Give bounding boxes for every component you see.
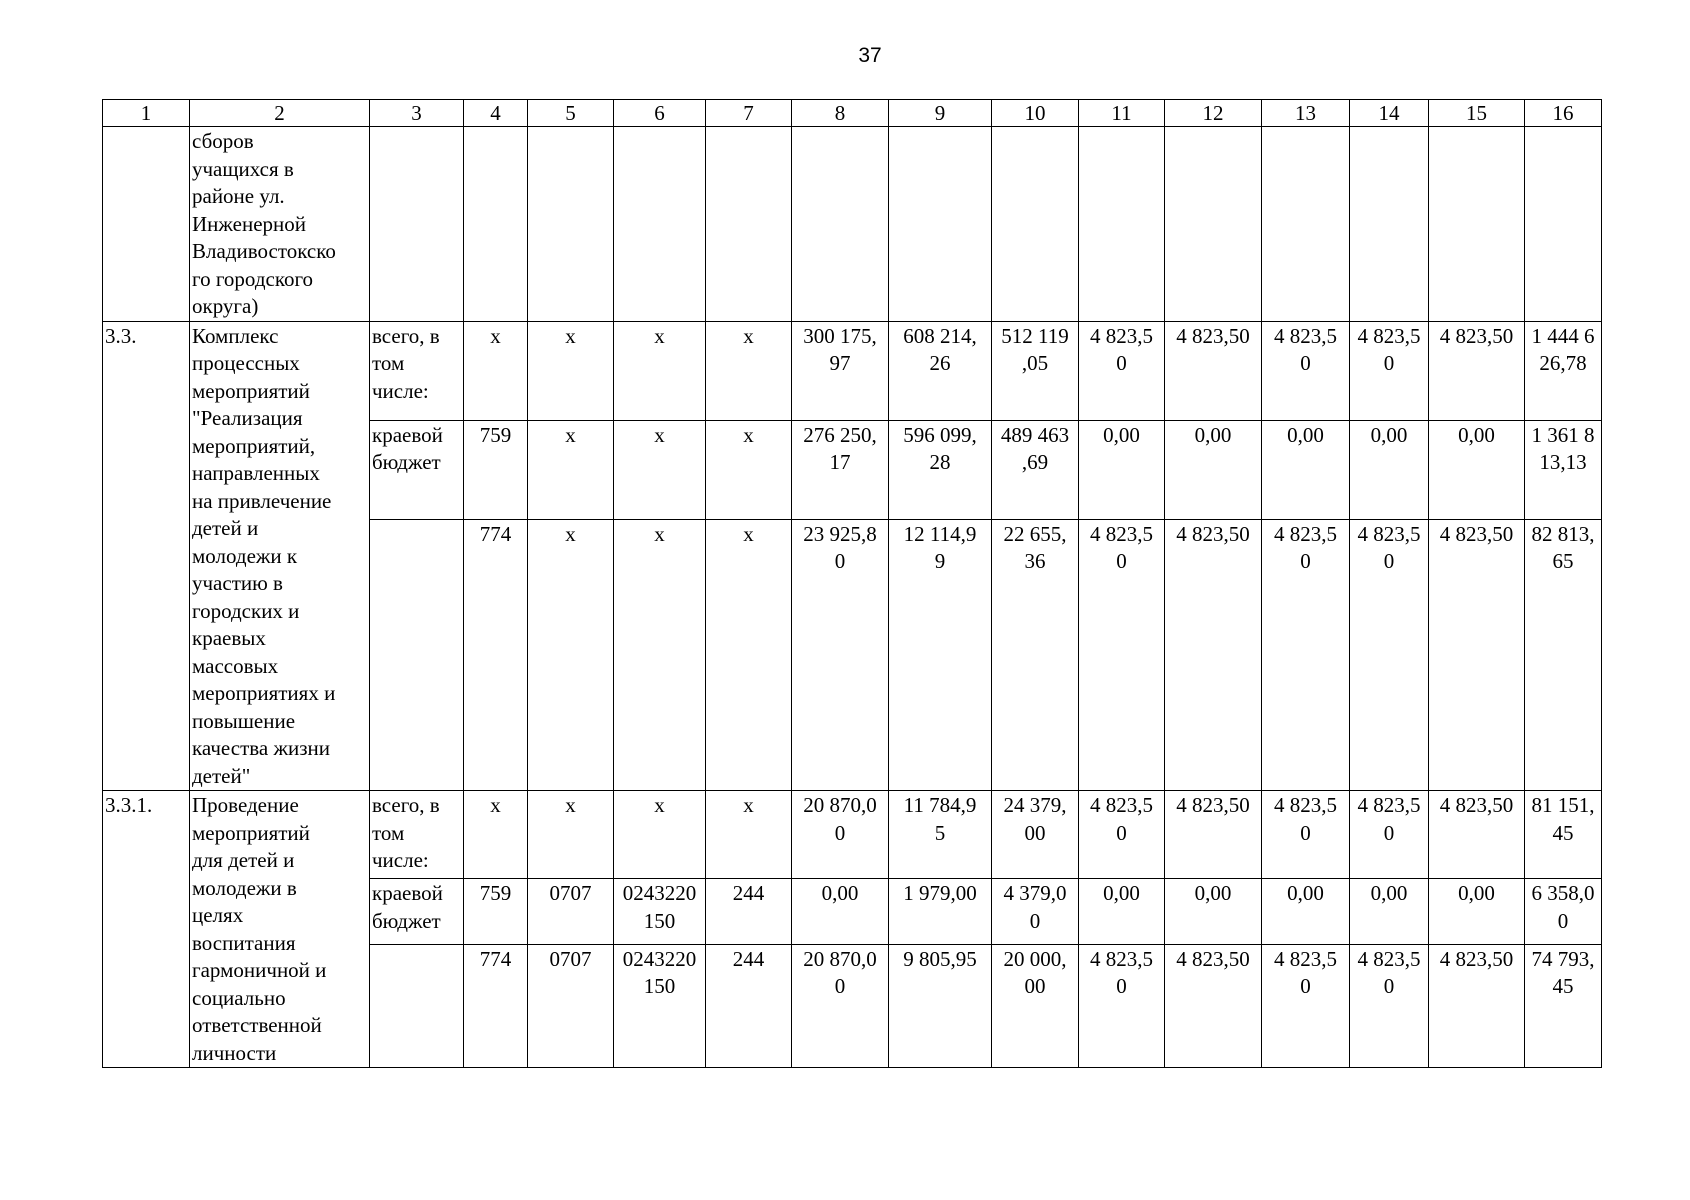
- amount-cell-col-16: [1525, 420, 1602, 519]
- cell-line: 0: [834, 549, 846, 574]
- cell-line: 74 793,: [1531, 946, 1595, 971]
- column-header-13: 13: [1262, 100, 1350, 127]
- budget-table: [102, 99, 1602, 1068]
- column-header-10: 10: [992, 100, 1079, 127]
- cell-line: 512 119: [1001, 323, 1069, 348]
- page-number: 37: [858, 44, 882, 67]
- cell-line: 4 823,5: [1274, 946, 1337, 971]
- cell-line: го городского: [192, 266, 314, 291]
- cell-line: для детей и: [192, 848, 295, 872]
- cell-line: 150: [643, 908, 676, 933]
- row-name-cell: [190, 321, 370, 791]
- target-code-cell: [614, 420, 706, 519]
- amount-cell-col-13: [1262, 791, 1350, 879]
- amount-cell-col-15: [1429, 321, 1525, 420]
- column-header-4: 4: [464, 100, 528, 127]
- empty-cell: [1165, 127, 1262, 322]
- cell-line: краевых: [192, 626, 266, 650]
- amount-cell-col-12: [1165, 944, 1262, 1067]
- amount-cell-col-12: [1165, 321, 1262, 420]
- section-code-cell: x: [528, 420, 614, 519]
- cell-line: 0243220: [622, 881, 697, 906]
- cell-line: том: [372, 820, 405, 845]
- empty-cell: [1429, 127, 1525, 322]
- cell-line: гармоничной и: [192, 958, 327, 982]
- cell-line: 0: [1116, 820, 1127, 845]
- cell-line: 0: [1300, 820, 1311, 845]
- cell-line: 0,00: [1370, 422, 1408, 447]
- column-header-14: 14: [1350, 100, 1429, 127]
- cell-line: детей": [192, 763, 251, 788]
- cell-line: 45: [1552, 974, 1574, 999]
- amount-cell-col-14: [1350, 791, 1429, 879]
- cell-line: 00: [1024, 820, 1046, 845]
- column-header-16: 16: [1525, 100, 1602, 127]
- empty-cell: [706, 127, 792, 322]
- table-body: [103, 100, 1602, 1068]
- column-header-5: 5: [528, 100, 614, 127]
- cell-line: всего, в: [372, 323, 440, 348]
- cell-line: 4 823,50: [1439, 946, 1514, 971]
- cell-line: округа): [192, 294, 259, 318]
- expense-type-cell: x: [706, 321, 792, 420]
- cell-line: 65: [1552, 549, 1574, 574]
- cell-line: бюджет: [372, 908, 441, 933]
- cell-line: 0: [1116, 974, 1127, 999]
- amount-cell-col-14: [1350, 321, 1429, 420]
- amount-cell-col-11: [1079, 321, 1165, 420]
- cell-line: 4 823,50: [1439, 793, 1514, 817]
- amount-cell-col-9: [889, 944, 992, 1067]
- amount-cell-col-12: [1165, 420, 1262, 519]
- empty-cell: [1350, 127, 1429, 322]
- cell-line: 4 823,50: [1176, 521, 1250, 546]
- cell-line: 81 151,: [1531, 793, 1595, 817]
- table-row: [103, 321, 1602, 420]
- funding-source-cell: [370, 321, 464, 420]
- amount-cell-col-8: [792, 791, 889, 879]
- amount-cell-col-12: [1165, 791, 1262, 879]
- expense-type-cell: 244: [706, 879, 792, 945]
- amount-cell-col-16: [1525, 321, 1602, 420]
- amount-cell-col-11: [1079, 879, 1165, 945]
- cell-line: мероприятий: [192, 378, 310, 403]
- cell-line: 82 813,: [1531, 521, 1595, 546]
- amount-cell-col-9: [889, 879, 992, 945]
- cell-line: 4 823,5: [1090, 323, 1153, 348]
- amount-cell-col-10: [992, 321, 1079, 420]
- cell-line: 36: [1024, 549, 1046, 574]
- cell-line: 0: [1300, 549, 1311, 574]
- funding-source-cell: [370, 944, 464, 1067]
- cell-line: 11 784,9: [903, 793, 977, 817]
- cell-line: молодежи в: [192, 875, 297, 900]
- amount-cell-col-12: [1165, 519, 1262, 790]
- empty-cell: [464, 127, 528, 322]
- cell-line: Проведение: [192, 793, 299, 817]
- expense-type-cell: 244: [706, 944, 792, 1067]
- cell-line: 0: [834, 820, 846, 845]
- cell-line: 5: [934, 820, 946, 845]
- amount-cell-col-16: [1525, 944, 1602, 1067]
- cell-line: 300 175,: [803, 323, 877, 348]
- cell-line: 97: [829, 351, 851, 375]
- cell-line: 0: [1300, 974, 1311, 999]
- cell-line: 4 823,5: [1274, 521, 1337, 546]
- amount-cell-col-10: [992, 420, 1079, 519]
- cell-line: 4 823,5: [1274, 793, 1337, 817]
- cell-line: 0: [1383, 974, 1395, 999]
- amount-cell-col-10: [992, 879, 1079, 945]
- amount-cell-col-11: [1079, 944, 1165, 1067]
- funding-source-cell: [370, 791, 464, 879]
- amount-cell-col-16: [1525, 791, 1602, 879]
- amount-cell-col-10: [992, 791, 1079, 879]
- cell-line: 4 823,5: [1357, 323, 1421, 348]
- cell-line: 0,00: [1370, 881, 1408, 906]
- cell-line: социально: [192, 985, 286, 1010]
- funding-source-cell: [370, 879, 464, 945]
- empty-cell: [1079, 127, 1165, 322]
- cell-line: 26,78: [1539, 351, 1587, 375]
- header-row: [103, 100, 1602, 127]
- cell-line: ,05: [1021, 351, 1049, 375]
- cell-line: 0,00: [1287, 881, 1324, 906]
- target-code-cell: [614, 879, 706, 945]
- cell-line: 0,00: [1194, 422, 1232, 447]
- cell-line: мероприятий: [192, 820, 310, 845]
- cell-line: 489 463: [1000, 422, 1070, 447]
- cell-line: 4 823,5: [1357, 521, 1421, 546]
- cell-line: 0243220: [622, 946, 697, 971]
- target-code-cell: [614, 791, 706, 879]
- cell-line: 0: [1383, 351, 1395, 375]
- amount-cell-col-15: [1429, 791, 1525, 879]
- cell-line: x: [654, 521, 665, 546]
- amount-cell-col-15: [1429, 420, 1525, 519]
- column-header-2: 2: [190, 100, 370, 127]
- cell-line: 0,00: [1194, 881, 1232, 906]
- table-row: [103, 791, 1602, 879]
- amount-cell-col-16: [1525, 519, 1602, 790]
- column-header-11: 11: [1079, 100, 1165, 127]
- cell-line: Владивостокско: [192, 239, 336, 263]
- row-name-cell: [190, 791, 370, 1068]
- cell-line: 23 925,8: [803, 521, 877, 546]
- row-name-cell: [190, 127, 370, 322]
- cell-line: направленных: [192, 461, 320, 485]
- cell-line: 596 099,: [903, 422, 977, 447]
- section-code-cell: x: [528, 519, 614, 790]
- amount-cell-col-15: [1429, 879, 1525, 945]
- amount-cell-col-9: [889, 321, 992, 420]
- cell-line: Инженерной: [192, 211, 306, 236]
- cell-line: 0: [1383, 549, 1395, 574]
- funding-source-cell: [370, 420, 464, 519]
- cell-line: 4 823,50: [1176, 323, 1250, 348]
- amount-cell-col-14: [1350, 944, 1429, 1067]
- cell-line: x: [654, 323, 665, 348]
- amount-cell-col-15: [1429, 944, 1525, 1067]
- section-code-cell: x: [528, 791, 614, 879]
- amount-cell-col-10: [992, 944, 1079, 1067]
- cell-line: всего, в: [372, 793, 440, 817]
- amount-cell-col-13: [1262, 420, 1350, 519]
- amount-cell-col-15: [1429, 519, 1525, 790]
- funding-source-cell: [370, 519, 464, 790]
- cell-line: x: [654, 422, 665, 447]
- expense-type-cell: x: [706, 519, 792, 790]
- cell-line: 00: [1024, 974, 1046, 999]
- grbs-cell: x: [464, 321, 528, 420]
- cell-line: массовых: [192, 653, 279, 678]
- target-code-cell: [614, 321, 706, 420]
- cell-line: 12 114,9: [903, 521, 977, 546]
- amount-cell-col-8: [792, 321, 889, 420]
- section-code-cell: 0707: [528, 944, 614, 1067]
- cell-line: 0,00: [1458, 881, 1495, 906]
- target-code-cell: [614, 944, 706, 1067]
- amount-cell-col-8: [792, 519, 889, 790]
- column-header-7: 7: [706, 100, 792, 127]
- amount-cell-col-10: [992, 519, 1079, 790]
- column-header-8: 8: [792, 100, 889, 127]
- grbs-cell: 774: [464, 944, 528, 1067]
- cell-line: 24 379,: [1003, 793, 1067, 817]
- cell-line: 45: [1552, 820, 1574, 845]
- section-code-cell: x: [528, 321, 614, 420]
- cell-line: краевой: [372, 422, 443, 447]
- cell-line: ответственной: [192, 1013, 322, 1037]
- amount-cell-col-13: [1262, 519, 1350, 790]
- cell-line: 4 823,5: [1090, 793, 1153, 817]
- cell-line: 1 979,00: [903, 881, 977, 906]
- cell-line: 4 823,50: [1176, 793, 1250, 817]
- cell-line: районе ул.: [192, 184, 285, 208]
- row-number-cell: [103, 127, 190, 322]
- column-header-3: 3: [370, 100, 464, 127]
- cell-line: молодежи к: [192, 543, 298, 568]
- cell-line: процессных: [192, 351, 300, 375]
- cell-line: 20 000,: [1003, 946, 1067, 971]
- amount-cell-col-13: [1262, 879, 1350, 945]
- empty-cell: [889, 127, 992, 322]
- cell-line: 608 214,: [903, 323, 977, 348]
- cell-line: 4 823,5: [1357, 946, 1421, 971]
- cell-line: 4 823,5: [1090, 946, 1153, 971]
- grbs-cell: 759: [464, 420, 528, 519]
- cell-line: 26: [929, 351, 951, 375]
- amount-cell-col-9: [889, 420, 992, 519]
- cell-line: 0: [1029, 908, 1041, 933]
- cell-line: числе:: [372, 378, 429, 403]
- column-header-15: 15: [1429, 100, 1525, 127]
- cell-line: "Реализация: [192, 406, 303, 430]
- empty-cell: [614, 127, 706, 322]
- cell-line: 4 823,5: [1274, 323, 1337, 348]
- empty-cell: [992, 127, 1079, 322]
- cell-line: на привлечение: [192, 488, 332, 513]
- row-number-cell: 3.3.1.: [103, 791, 190, 1068]
- amount-cell-col-11: [1079, 519, 1165, 790]
- cell-line: воспитания: [192, 930, 296, 955]
- amount-cell-col-16: [1525, 879, 1602, 945]
- cell-line: 0,00: [1287, 422, 1324, 447]
- amount-cell-col-14: [1350, 879, 1429, 945]
- cell-line: 4 823,50: [1439, 521, 1514, 546]
- column-header-1: 1: [103, 100, 190, 127]
- column-header-12: 12: [1165, 100, 1262, 127]
- cell-line: повышение: [192, 708, 296, 733]
- cell-line: личности: [192, 1040, 277, 1065]
- cell-line: 13,13: [1539, 450, 1587, 475]
- grbs-cell: x: [464, 791, 528, 879]
- amount-cell-col-9: [889, 791, 992, 879]
- amount-cell-col-11: [1079, 420, 1165, 519]
- section-code-cell: 0707: [528, 879, 614, 945]
- cell-line: 4 379,0: [1003, 881, 1067, 906]
- cell-line: 17: [829, 450, 851, 475]
- cell-line: 0,00: [1103, 422, 1140, 447]
- empty-cell: [1262, 127, 1350, 322]
- grbs-cell: 774: [464, 519, 528, 790]
- cell-line: 0: [1116, 351, 1127, 375]
- cell-line: 4 823,50: [1176, 946, 1250, 971]
- cell-line: x: [654, 793, 665, 817]
- cell-line: 9: [934, 549, 946, 574]
- row-number-cell: 3.3.: [103, 321, 190, 791]
- cell-line: 9 805,95: [903, 946, 977, 971]
- cell-line: учащихся в: [192, 156, 294, 181]
- cell-line: 150: [643, 974, 676, 999]
- expense-type-cell: x: [706, 791, 792, 879]
- cell-line: краевой: [372, 881, 443, 906]
- cell-line: ,69: [1021, 450, 1049, 475]
- empty-cell: [1525, 127, 1602, 322]
- table-row: [103, 127, 1602, 322]
- cell-line: целях: [192, 903, 244, 927]
- cell-line: качества жизни: [192, 736, 330, 760]
- cell-line: 20 870,0: [803, 793, 877, 817]
- column-header-9: 9: [889, 100, 992, 127]
- amount-cell-col-8: [792, 879, 889, 945]
- cell-line: числе:: [372, 848, 429, 872]
- cell-line: 0,00: [821, 881, 859, 906]
- empty-cell: [792, 127, 889, 322]
- cell-line: 0: [1116, 549, 1127, 574]
- cell-line: 4 823,50: [1439, 323, 1514, 348]
- cell-line: городских и: [192, 598, 300, 623]
- cell-line: 0: [834, 974, 846, 999]
- cell-line: 4 823,5: [1357, 793, 1421, 817]
- cell-line: бюджет: [372, 450, 441, 475]
- cell-line: 4 823,5: [1090, 521, 1153, 546]
- empty-cell: [528, 127, 614, 322]
- amount-cell-col-13: [1262, 944, 1350, 1067]
- cell-line: Комплекс: [192, 323, 279, 348]
- expense-type-cell: x: [706, 420, 792, 519]
- cell-line: 28: [929, 450, 951, 475]
- cell-line: 0: [1557, 908, 1569, 933]
- amount-cell-col-8: [792, 944, 889, 1067]
- cell-line: 22 655,: [1003, 521, 1067, 546]
- cell-line: том: [372, 351, 405, 375]
- cell-line: детей и: [192, 516, 259, 540]
- cell-line: 0: [1383, 820, 1395, 845]
- grbs-cell: 759: [464, 879, 528, 945]
- amount-cell-col-8: [792, 420, 889, 519]
- cell-line: участию в: [192, 571, 283, 595]
- amount-cell-col-11: [1079, 791, 1165, 879]
- cell-line: 276 250,: [803, 422, 877, 447]
- cell-line: 1 444 6: [1531, 323, 1595, 348]
- amount-cell-col-13: [1262, 321, 1350, 420]
- empty-cell: [370, 127, 464, 322]
- cell-line: мероприятий,: [192, 433, 316, 458]
- amount-cell-col-9: [889, 519, 992, 790]
- amount-cell-col-12: [1165, 879, 1262, 945]
- amount-cell-col-14: [1350, 420, 1429, 519]
- cell-line: 0,00: [1458, 422, 1495, 447]
- cell-line: сборов: [192, 129, 254, 153]
- target-code-cell: [614, 519, 706, 790]
- cell-line: 20 870,0: [803, 946, 877, 971]
- cell-line: 0,00: [1103, 881, 1140, 906]
- cell-line: 1 361 8: [1531, 422, 1595, 447]
- column-header-6: 6: [614, 100, 706, 127]
- cell-line: 0: [1300, 351, 1311, 375]
- cell-line: 6 358,0: [1531, 881, 1595, 906]
- amount-cell-col-14: [1350, 519, 1429, 790]
- cell-line: мероприятиях и: [192, 681, 336, 705]
